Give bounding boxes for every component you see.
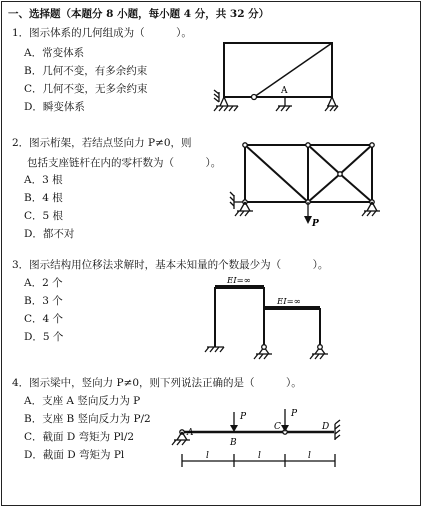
question-2-title: 2．图示桁架，若结点竖向力 P≠0，则 xyxy=(12,137,192,149)
question-4-option-d: D．截面 D 弯矩为 Pl xyxy=(24,449,125,461)
question-1-option-c: C．几何不变，无多余约束 xyxy=(24,83,148,95)
q3-label-ei-1: EI=∞ xyxy=(227,276,251,286)
q4-label-b: B xyxy=(230,438,237,448)
question-3-option-d: D．5 个 xyxy=(24,331,64,343)
question-1-title: 1．图示体系的几何组成为（ ）。 xyxy=(12,27,192,39)
question-2-option-d: D．都不对 xyxy=(24,228,75,240)
question-1-option-b: B．几何不变，有多余约束 xyxy=(24,65,148,77)
q4-dim-l-2: l xyxy=(258,451,261,461)
question-1-option-d: D．瞬变体系 xyxy=(24,101,85,113)
q4-label-d: D xyxy=(322,422,330,432)
question-4-option-a: A．支座 A 竖向反力为 P xyxy=(24,395,141,407)
q4-label-p-1: P xyxy=(240,412,247,422)
q2-label-p: P xyxy=(312,219,319,229)
q3-label-ei-2: EI=∞ xyxy=(277,297,301,307)
question-3-option-c: C．4 个 xyxy=(24,313,64,325)
question-3-option-a: A．2 个 xyxy=(24,277,63,289)
q4-dim-l-3: l xyxy=(308,451,311,461)
question-4-option-b: B．支座 B 竖向反力为 P/2 xyxy=(24,413,151,425)
question-2-option-c: C．5 根 xyxy=(24,210,64,222)
section-title: 一、选择题（本题分 8 小题，每小题 4 分，共 32 分） xyxy=(8,8,270,20)
exam-page xyxy=(1,1,421,506)
question-2-option-a: A．3 根 xyxy=(24,174,63,186)
q4-label-p-2: P xyxy=(291,409,298,419)
q1-label-a: A xyxy=(281,86,288,96)
question-4-option-c: C．截面 D 弯矩为 Pl/2 xyxy=(24,431,135,443)
question-4-title: 4．图示梁中，竖向力 P≠0，则下列说法正确的是（ ）。 xyxy=(12,377,302,389)
q4-label-a: A xyxy=(187,428,194,438)
q4-dim-l-1: l xyxy=(206,451,209,461)
question-2-title-line2: 包括支座链杆在内的零杆数为（ ）。 xyxy=(27,157,222,169)
question-1-option-a: A．常变体系 xyxy=(24,47,85,59)
question-3-title: 3．图示结构用位移法求解时，基本未知量的个数最少为（ ）。 xyxy=(12,259,329,271)
question-2-option-b: B．4 根 xyxy=(24,192,63,204)
question-3-option-b: B．3 个 xyxy=(24,295,63,307)
q4-label-c: C xyxy=(274,422,281,432)
